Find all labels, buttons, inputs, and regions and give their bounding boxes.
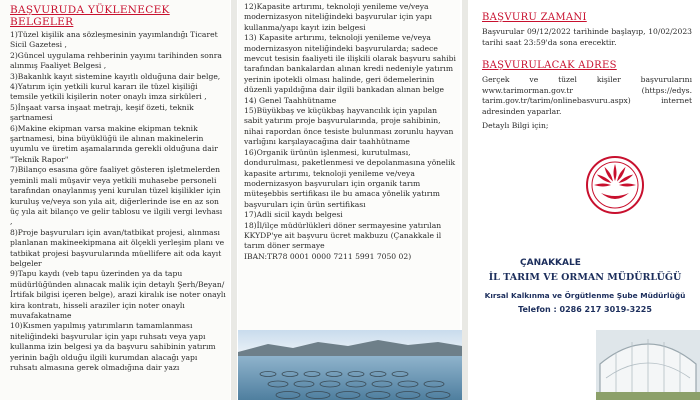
document-item: 10)Kısmen yapılmış yatırımların tamamlanması niteliğindeki başvurular için yapı ruhsatı veya yapı kullanma izin belgesi ya da başvuru sahibinin yatırım yerinin bağlı olduğu ilgili kurumdan alacağı yapı ruhsatı almasına gerek olmadığına dair yazı [10,321,216,372]
document-item: 6)Makine ekipman varsa makine ekipman teknik şartnamesi, bina büyüklüğü ile alınan makinelerin uyumlu ve üretim aşamalarında gerekli olduğuna dair "Teknik Rapor" [10,123,218,164]
application-time-heading: BAŞVURU ZAMANI [482,12,587,23]
column-divider [462,0,468,400]
document-item: IBAN:TR78 0001 0000 7211 5991 7050 02) [244,251,412,261]
application-time-text: Başvurular 09/12/2022 tarihinde başlayıp, 10/02/2023 tarihi saat 23:59'da sona erecektir. [482,27,692,47]
branch-name: Kırsal Kalkınma ve Örgütlenme Şube Müdürlüğü [484,291,686,300]
application-address-text: Gerçek ve tüzel kişiler başvurularını www.tarimorman.gov.tr (https://edys. tarim.gov.tr/tarim/onlinebasvuru.aspx) internet adresinden yaparlar. [482,75,692,116]
document-item: 1)Tüzel kişilik ana sözleşmesinin yayımlandığı Ticaret Sicil Gazetesi , [10,30,218,50]
required-documents-column [0,0,230,400]
document-item: 3)Bakanlık kayıt sistemine kayıtlı olduğuna dair belge, [10,71,221,81]
document-item: 4)Yatırım için yetkili kurul kararı ile tüzel kişiliği temsile yetkili kişilerin noter onaylı imza sirküleri , [10,82,207,102]
column-divider [231,0,237,400]
document-item: 7)Bilanço esasına göre faaliyet gösteren işletmelerden yeminli mali müşavir veya yetkili muhasebe personeli tarafından onaylanmış yeni kurulan tüzel kişilikler için kuruluş ve/veya son yıla ait, diğerlerinde ise en az son üç yıla ait bilanço ve gelir tablosu ve ilgili vergi levhası , [10,165,223,227]
document-item: 9)Tapu kaydı (veb tapu üzerinden ya da tapu müdürlüğünden alınacak malik için detaylı Şerh/Beyan/İrtifak bilgisi içeren belge), arazi kiralık ise noter onaylı kira kontratı, hisseli araziler için noter onaylı muvafakatname [10,269,226,320]
ministry-emblem-icon [585,155,645,215]
documents-list [10,30,226,373]
documents-list-continued [244,2,456,262]
document-item: 13) Kapasite artırımı, teknoloji yenileme ve/veya modernizasyon niteliğindeki başvurularda; sadece mevcut tesisin faaliyeti ile ilişkili olarak başvuru sahibi tarafından bankalardan alınan kredi nedeniyle yatırım yerinin ipotekli olması halinde, geri ödemelerinin düzenli yapıldığına dair ilgili bankadan alınan belge [244,33,456,95]
documents-heading: BAŞVURUDA YÜKLENECEK BELGELER [10,4,170,28]
phone-number: Telefon : 0286 217 3019-3225 [518,305,652,314]
city-name: ÇANAKKALE [520,258,581,268]
document-item: 2)Güncel uygulama rehberinin yayımı tarihinden sonra alınmış Faaliyet Belgesi , [10,50,222,71]
document-item: 15)Büyükbaş ve küçükbaş hayvancılık için yapılan sabit yatırım proje başvurularında, proje sahibinin, nihai rapordan önce tesiste bulunması zorunlu hayvan varlığını karşılayacağına dair taahhütname [244,106,454,147]
document-item: 12)Kapasite artırımı, teknoloji yenileme ve/veya modernizasyon niteliğindeki başvurular için yapı kullanma/yapı kayıt izin belgesi [244,2,432,32]
document-item: 14) Genel Taahhütname [244,95,337,105]
directorate-name: İL TARIM VE ORMAN MÜDÜRLÜĞÜ [488,272,682,283]
document-item: 17)Adli sicil kaydı belgesi [244,210,343,220]
document-item: 16)Organik ürünün işlenmesi, kurutulması, dondurulması, paketlenmesi ve depolanmasına yönelik kapasite artırımı, teknoloji yenileme ve/veya modernizasyon başvuruları için organik tarım müteşebbis sertifikası ile bu amaca yönelik yatırım başvuruları için ürün sertifikası [244,147,456,209]
document-item: 8)Proje başvuruları için avan/tatbikat projesi, alınması planlanan makineekipmana ait ölçekli yerleşim planı ve tatbikat projesi başvurularında müellifere ait oda kayıt belgeler [10,227,225,268]
document-item: 5)İnşaat varsa inşaat metrajı, keşif özeti, teknik şartnamesi [10,102,194,123]
details-text: Detaylı Bilgi için; [482,121,549,130]
application-address-heading: BAŞVURULACAK ADRES [482,60,617,71]
document-item: 18)İl/ilçe müdürlükleri döner sermayesine yatırılan KKYDP'ye ait başvuru ücret makbuzu (Çanakkale il tarım döner sermaye [244,220,442,251]
greenhouse-photo [596,330,700,400]
fish-farm-photo [238,330,462,400]
